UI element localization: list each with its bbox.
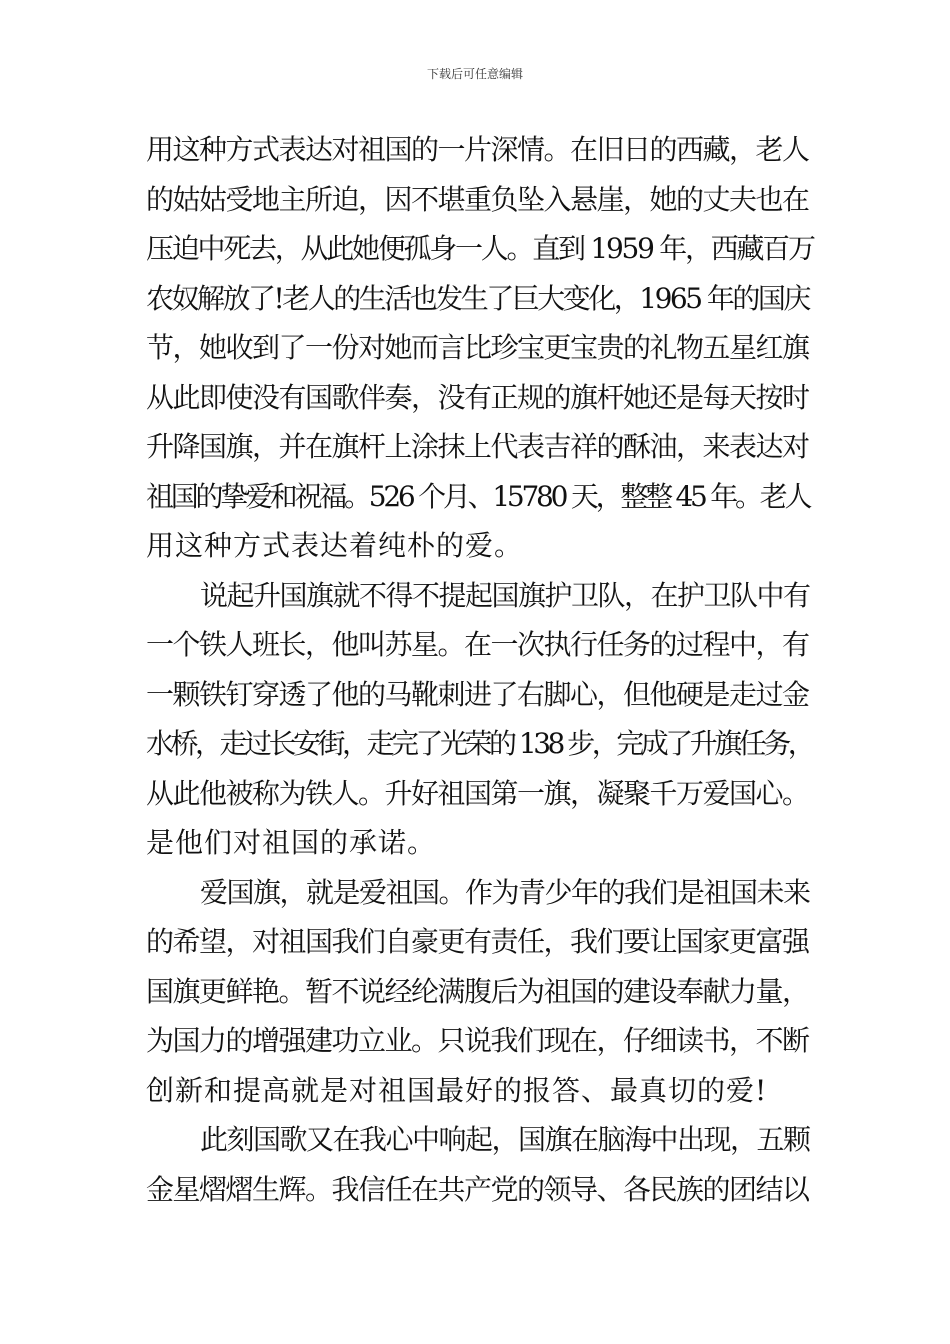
text-line: 压迫中死去，从此她便孤身一人。直到 1959 年，西藏百万 — [146, 232, 814, 265]
text-line: 用这种方式表达对祖国的一片深情。在旧日的西藏，老人 — [146, 133, 809, 166]
text-line: 升降国旗，并在旗杆上涂抹上代表吉祥的酥油，来表达对 — [146, 430, 809, 463]
text-line: 祖国的挚爱和祝福。526 个月、15780 天，整整 45 年。老人 — [146, 479, 810, 513]
text-line: 国旗更鲜艳。暂不说经纶满腹后为祖国的建设奉献力量， — [146, 974, 809, 1008]
text-line: 一个铁人班长，他叫苏星。在一次执行任务的过程中，有 — [146, 628, 809, 661]
text-line: 是他们对祖国的承诺。 — [146, 826, 437, 859]
body-text — [146, 128, 814, 1217]
text-line: 说起升国旗就不得不提起国旗护卫队，在护卫队中有 — [200, 578, 810, 612]
text-line: 金星熠熠生辉。我信任在共产党的领导、各民族的团结以 — [146, 1172, 809, 1206]
text-line: 水桥，走过长安街，走完了光荣的 138 步，完成了升旗任务， — [146, 727, 813, 760]
text-line: 用这种方式表达着纯朴的爱。 — [146, 529, 524, 562]
text-line: 农奴解放了!老人的生活也发生了巨大变化，1965 年的国庆 — [146, 281, 809, 315]
text-line: 为国力的增强建功立业。只说我们现在，仔细读书，不断 — [146, 1024, 809, 1057]
text-line: 的希望，对祖国我们自豪更有责任，我们要让国家更富强 — [146, 925, 809, 958]
text-line: 节，她收到了一份对她而言比珍宝更宝贵的礼物五星红旗 — [146, 331, 809, 364]
text-line: 一颗铁钉穿透了他的马靴刺进了右脚心，但他硬是走过金 — [146, 677, 809, 711]
text-line: 爱国旗，就是爱祖国。作为青少年的我们是祖国未来 — [200, 875, 810, 909]
text-line: 此刻国歌又在我心中响起，国旗在脑海中出现，五颗 — [200, 1123, 810, 1156]
text-line: 的姑姑受地主所迫，因不堪重负坠入悬崖，她的丈夫也在 — [146, 182, 809, 216]
text-line: 创新和提高就是对祖国最好的报答、最真切的爱! — [146, 1073, 768, 1107]
text-line: 从此他被称为铁人。升好祖国第一旗，凝聚千万爱国心。 — [146, 776, 809, 810]
text-line: 从此即使没有国歌伴奏，没有正规的旗杆她还是每天按时 — [146, 380, 809, 414]
page-header-note: 下载后可任意编辑 — [426, 67, 523, 81]
